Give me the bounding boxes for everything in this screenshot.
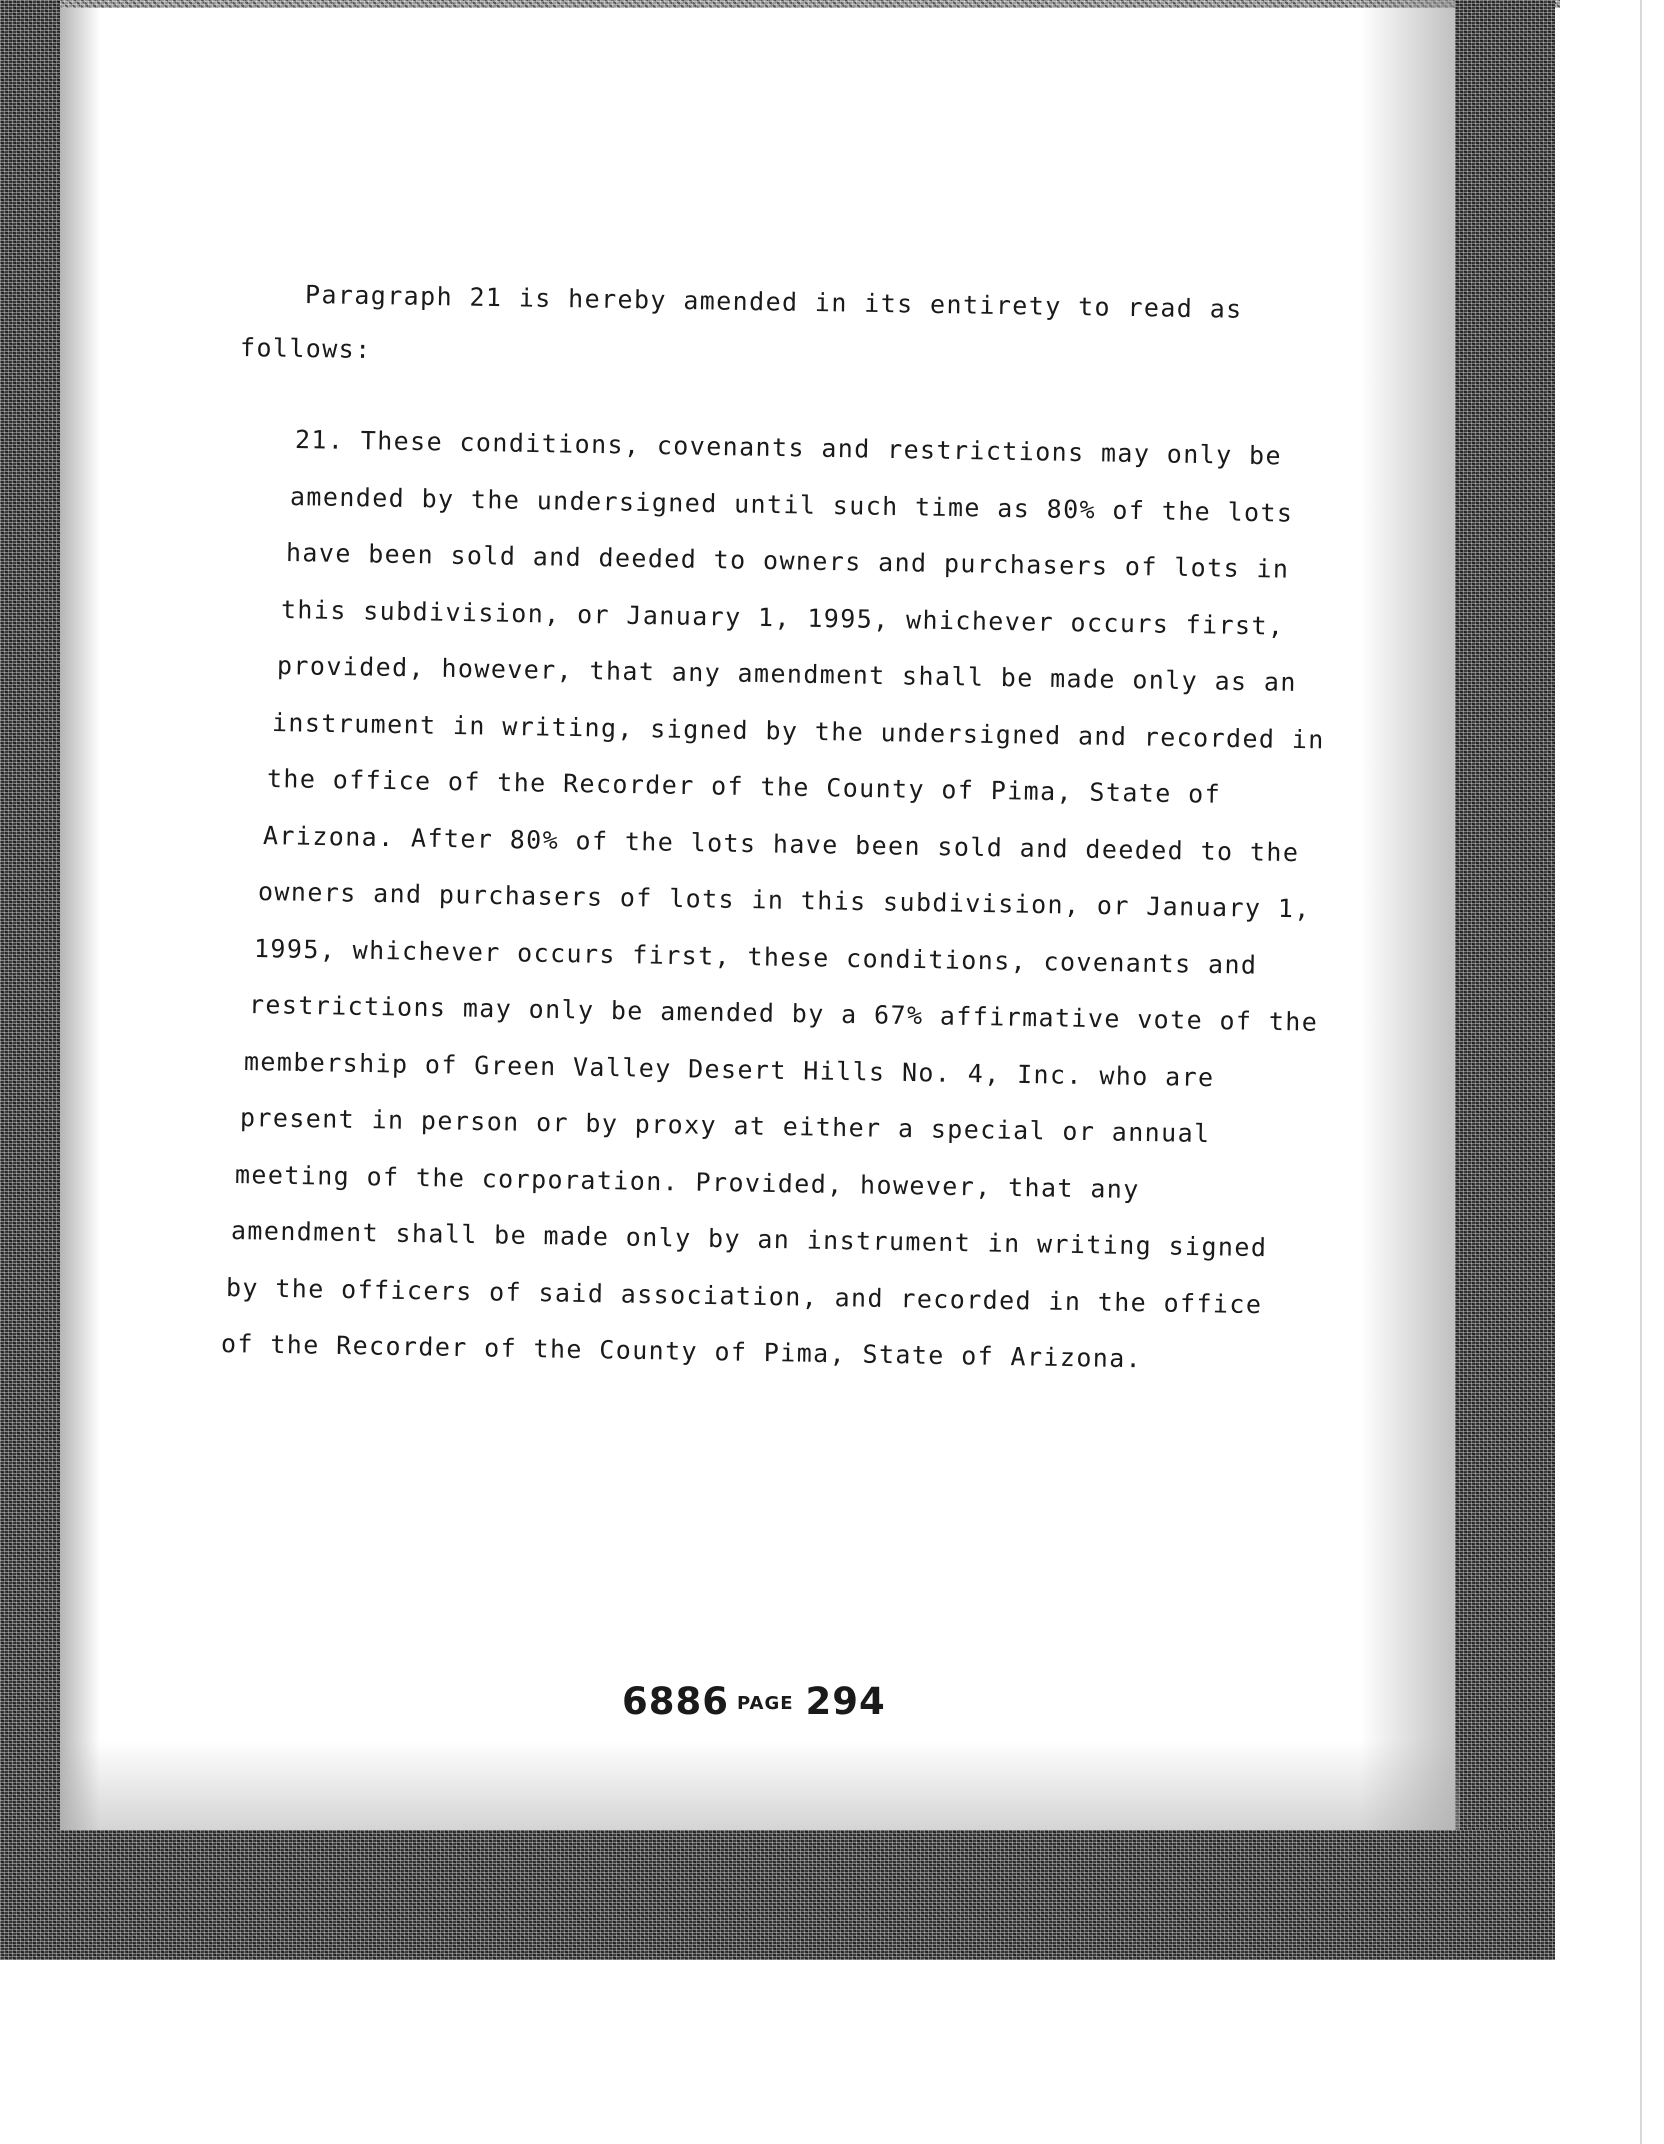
body-line: have been sold and deeded to owners and purchasers of lots in bbox=[285, 538, 1290, 584]
scan-border-top bbox=[60, 0, 1560, 8]
page-word: PAGE bbox=[736, 1693, 794, 1714]
page-number: 294 bbox=[805, 1680, 886, 1723]
body-line: membership of Green Valley Desert Hills No. 4, Inc. who are bbox=[244, 1046, 1216, 1092]
body-line: provided, however, that any amendment shall be made only as an bbox=[276, 651, 1297, 697]
scan-border-bottom bbox=[0, 1830, 1555, 1960]
body-line: this subdivision, or January 1, 1995, whichever occurs first, bbox=[280, 594, 1285, 641]
scan-border-right bbox=[1455, 0, 1555, 1960]
scan-shadow-left bbox=[60, 0, 100, 1960]
intro-line: Paragraph 21 is hereby amended in its entirety to read as bbox=[304, 280, 1243, 324]
body-line: meeting of the corporation. Provided, however, that any bbox=[234, 1159, 1141, 1204]
body-line: by the officers of said association, and recorded in the office bbox=[225, 1272, 1263, 1319]
book-number: 6886 bbox=[622, 1680, 729, 1723]
body-line: the office of the Recorder of the County of Pima, State of bbox=[267, 764, 1222, 809]
body-line: 21. These conditions, covenants and restrictions may only be bbox=[294, 425, 1283, 471]
body-line: restrictions may only be amended by a 67% affirmative vote of the bbox=[248, 990, 1319, 1037]
body-line: 1995, whichever occurs first, these conditions, covenants and bbox=[253, 933, 1258, 980]
intro-line: follows: bbox=[239, 333, 372, 365]
scan-shadow-right bbox=[1360, 0, 1455, 1960]
scan-shadow-bottom bbox=[60, 1740, 1460, 1830]
body-line: amended by the undersigned until such time as 80% of the lots bbox=[290, 481, 1295, 528]
body-line: Arizona. After 80% of the lots have been sold and deeded to the bbox=[262, 820, 1300, 867]
body-line: amendment shall be made only by an instrument in writing signed bbox=[230, 1216, 1268, 1263]
book-page-stamp bbox=[622, 1680, 886, 1723]
body-line: instrument in writing, signed by the undersigned and recorded in bbox=[271, 707, 1325, 754]
body-line: owners and purchasers of lots in this subdivision, or January 1, bbox=[257, 877, 1312, 924]
body-line: present in person or by proxy at either a special or annual bbox=[239, 1103, 1211, 1149]
body-line: of the Recorder of the County of Pima, State of Arizona. bbox=[221, 1329, 1143, 1374]
scan-border-left bbox=[0, 0, 60, 1960]
page-edge-line bbox=[1640, 0, 1642, 2144]
